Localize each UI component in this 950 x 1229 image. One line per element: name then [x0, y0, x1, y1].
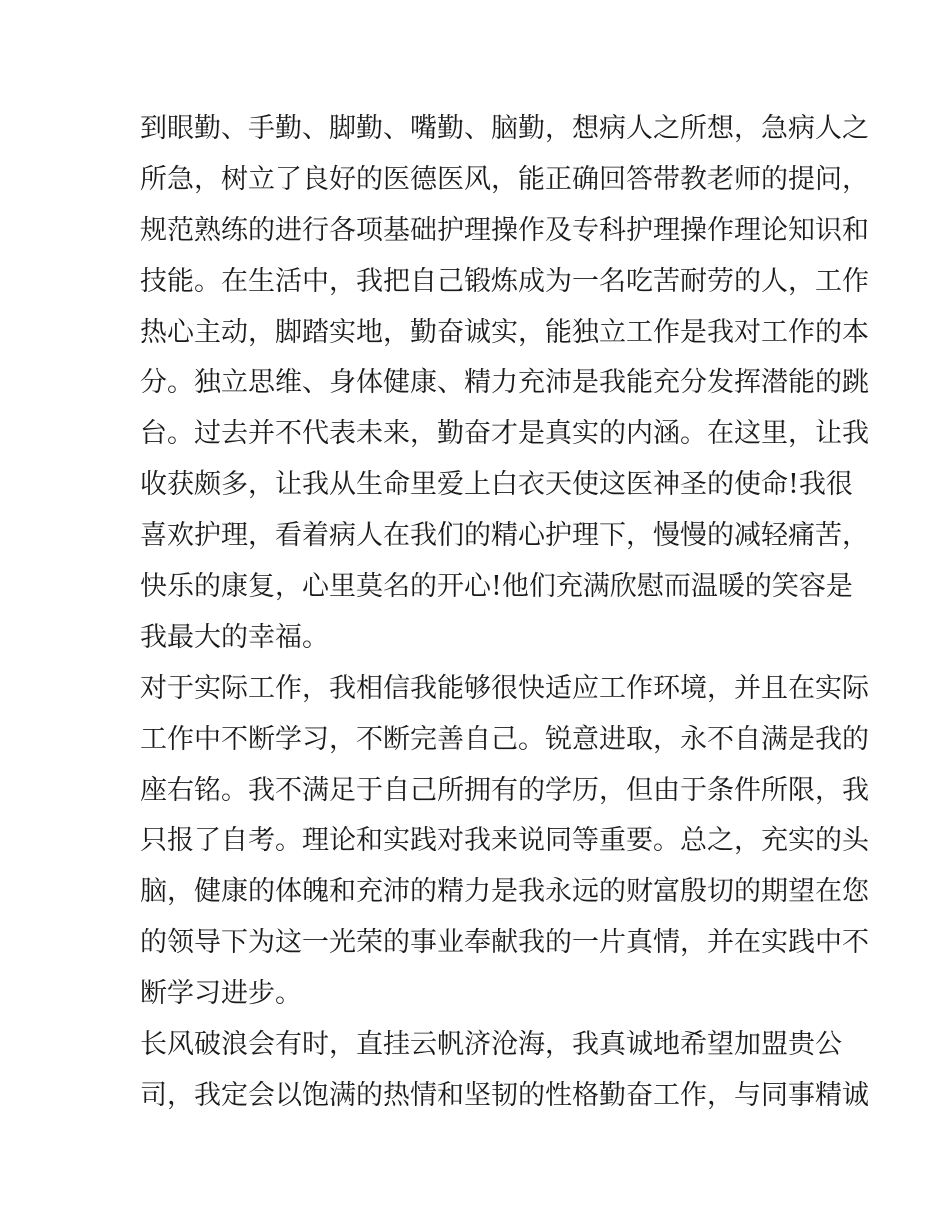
text-line: 对于实际工作，我相信我能够很快适应工作环境，并且在实际: [140, 672, 869, 704]
text-line: 到眼勤、手勤、脚勤、嘴勤、脑勤，想病人之所想，急病人之: [140, 113, 869, 144]
text-line: 热心主动，脚踏实地，勤奋诚实，能独立工作是我对工作的本: [140, 316, 869, 348]
text-line: 工作中不断学习，不断完善自己。锐意进取，永不自满是我的: [140, 723, 869, 755]
text-line: 台。过去并不代表未来，勤奋才是真实的内涵。在这里，让我: [140, 418, 869, 450]
text-line: 快乐的康复，心里莫名的开心!他们充满欣慰而温暖的笑容是: [140, 571, 853, 603]
text-line: 长风破浪会有时，直挂云帆济沧海，我真诚地希望加盟贵公: [140, 1029, 842, 1061]
text-line: 分。独立思维、身体健康、精力充沛是我能充分发挥潜能的跳: [140, 367, 869, 399]
text-line: 断学习进步。: [140, 978, 302, 1010]
text-line: 所急，树立了良好的医德医风，能正确回答带教老师的提问，: [140, 163, 869, 195]
text-line: 的领导下为这一光荣的事业奉献我的一片真情，并在实践中不: [140, 927, 869, 959]
text-line: 只报了自考。理论和实践对我来说同等重要。总之，充实的头: [140, 825, 869, 857]
text-line: 规范熟练的进行各项基础护理操作及专科护理操作理论知识和: [140, 214, 869, 246]
text-line: 座右铭。我不满足于自己所拥有的学历，但由于条件所限，我: [140, 774, 869, 806]
text-line: 司，我定会以饱满的热情和坚韧的性格勤奋工作，与同事精诚: [140, 1079, 869, 1111]
body-text: [140, 104, 869, 1122]
text-line: 技能。在生活中，我把自己锻炼成为一名吃苦耐劳的人，工作: [140, 265, 869, 297]
text-line: 我最大的幸福。: [140, 621, 329, 653]
text-line: 喜欢护理，看着病人在我们的精心护理下，慢慢的减轻痛苦，: [140, 520, 869, 552]
text-line: 收获颇多，让我从生命里爱上白衣天使这医神圣的使命!我很: [140, 469, 853, 501]
text-line: 脑，健康的体魄和充沛的精力是我永远的财富殷切的期望在您: [140, 876, 869, 908]
